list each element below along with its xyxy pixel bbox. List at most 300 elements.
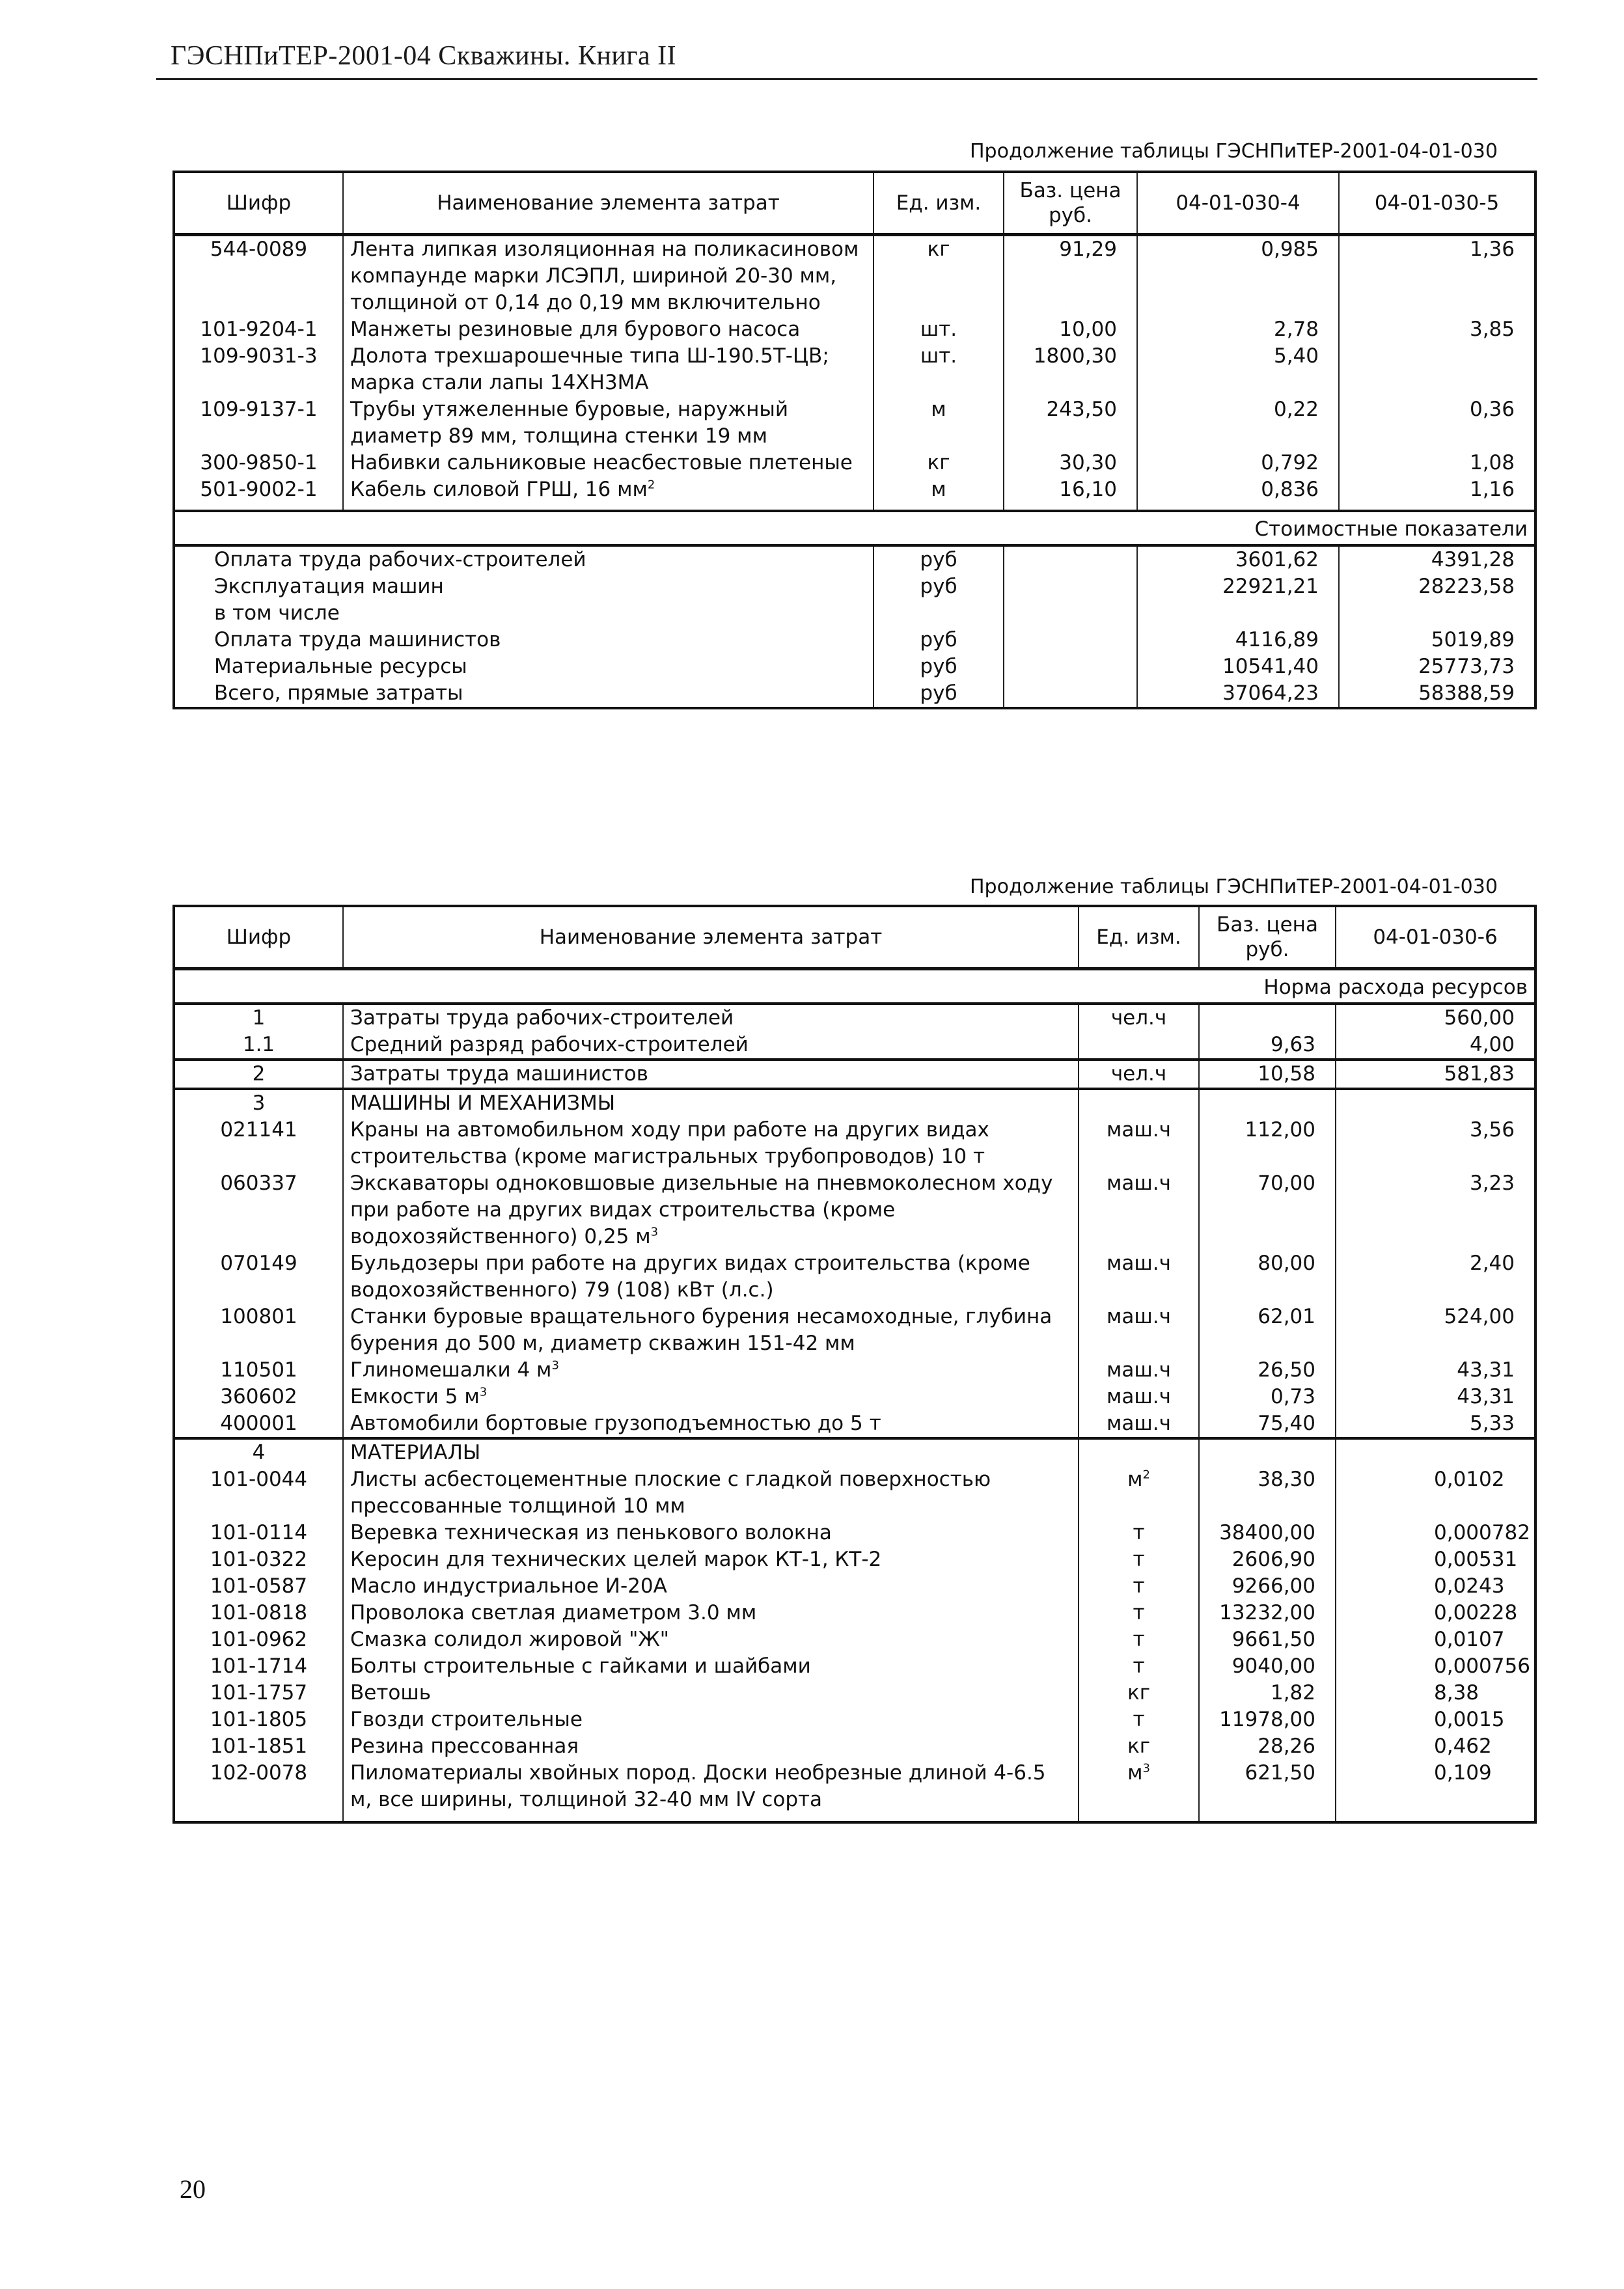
cost-unit (874, 600, 1004, 627)
cell-name (343, 1520, 1079, 1546)
cell-code-text: 060337 (220, 1172, 297, 1195)
cell-name (343, 1170, 1079, 1250)
cell-unit-text: маш.ч (1107, 1385, 1171, 1408)
cell-unit (1079, 1384, 1199, 1410)
machines-section-row (174, 1089, 1535, 1117)
cost-unit (874, 653, 1004, 680)
cell-code-text: 109-9031-3 (200, 344, 318, 368)
section-number-text: 4 (252, 1441, 266, 1464)
cell-unit (1079, 1680, 1199, 1706)
labor-row (174, 1032, 1535, 1060)
cell-030-6 (1336, 1573, 1535, 1600)
cell-price-text: 28,26 (1258, 1734, 1315, 1758)
cell-030-5-text: 1,36 (1469, 238, 1515, 261)
cost-030-4-text: 10541,40 (1222, 655, 1319, 678)
cell-030-6 (1336, 1060, 1535, 1089)
machine-row (174, 1384, 1535, 1410)
cell-code-text: 100801 (220, 1305, 297, 1328)
cell-030-6 (1336, 1170, 1535, 1250)
cell-name-text: Ветошь (350, 1681, 431, 1705)
cell-price-text: 38,30 (1258, 1468, 1315, 1491)
cell-price (1199, 1680, 1336, 1706)
material-row (174, 1760, 1535, 1822)
cell-030-6-text: 0,0102 (1434, 1468, 1505, 1491)
cell-price-text: 75,40 (1258, 1412, 1315, 1435)
cost-row (174, 680, 1535, 708)
cell-price-text: 9266,00 (1232, 1574, 1315, 1598)
cell-price (1199, 1357, 1336, 1384)
running-header: ГЭСНПиТЕР-2001-04 Скважины. Книга II (171, 41, 677, 71)
material-row (174, 1733, 1535, 1760)
cell-price-text: 0,73 (1270, 1385, 1315, 1408)
cell-030-6 (1336, 1250, 1535, 1304)
cell-030-6-text: 2,40 (1469, 1252, 1515, 1275)
material-row (174, 1680, 1535, 1706)
machine-row (174, 1410, 1535, 1438)
cell-price (1199, 1004, 1336, 1032)
cell-price-text: 112,00 (1245, 1118, 1315, 1142)
cell-name-text: Глиномешалки 4 м (350, 1358, 552, 1382)
cell-unit (1079, 1060, 1199, 1089)
cell-code-text: 101-0322 (210, 1548, 308, 1571)
cell-unit (1079, 1410, 1199, 1438)
cell-name-text: Масло индустриальное И-20А (350, 1574, 667, 1598)
cell-price (1199, 1170, 1336, 1250)
cell-price-text: 621,50 (1245, 1761, 1315, 1785)
cell-code (174, 1760, 343, 1822)
cell-code (174, 1117, 343, 1170)
cell-name (343, 1680, 1079, 1706)
cell-unit (874, 316, 1004, 343)
cell-code (174, 343, 343, 396)
cell-code (174, 235, 343, 317)
machine-row (174, 1170, 1535, 1250)
machine-row (174, 1117, 1535, 1170)
cost-unit-text: руб (920, 628, 957, 651)
cell-unit (874, 450, 1004, 476)
material-row (174, 1626, 1535, 1653)
cell-name (343, 1760, 1079, 1822)
cell-unit-text: маш.ч (1107, 1305, 1171, 1328)
cell-name-text: Трубы утяжеленные буровые, наружный диаметр 89 мм, толщина стенки 19 мм (350, 398, 789, 448)
cost-030-5 (1339, 600, 1535, 627)
cell-unit-text: м (1127, 1761, 1143, 1785)
table-row (174, 343, 1535, 396)
cell-030-4-text: 5,40 (1273, 344, 1319, 368)
cell-code (174, 1706, 343, 1733)
cost-030-4-text: 22921,21 (1222, 575, 1319, 598)
cell-name (343, 1626, 1079, 1653)
cell-030-6-text: 581,83 (1444, 1062, 1515, 1086)
cell-price (1199, 1117, 1336, 1170)
cell-code-text: 102-0078 (210, 1761, 308, 1785)
cell-code-text: 101-1714 (210, 1654, 308, 1678)
cost-030-4 (1137, 600, 1339, 627)
cost-name-text: Оплата труда рабочих-строителей (214, 548, 586, 571)
cell-code (174, 1733, 343, 1760)
table-row (174, 235, 1535, 317)
cell-name (343, 1032, 1079, 1060)
cell-code-text: 021141 (220, 1118, 297, 1142)
cost-row (174, 573, 1535, 600)
cell-030-4 (1137, 235, 1339, 317)
cost-unit-text: руб (920, 681, 957, 705)
cell-unit (1079, 1466, 1199, 1520)
cell-name (343, 476, 874, 511)
cell-code (174, 1384, 343, 1410)
cell-name (343, 1060, 1079, 1089)
empty (1336, 1089, 1535, 1117)
cost-030-5-text: 4391,28 (1431, 548, 1515, 571)
cell-code-text: 300-9850-1 (200, 451, 318, 474)
cost-unit (874, 627, 1004, 653)
cost-name-text: Оплата труда машинистов (214, 628, 501, 651)
cell-name (343, 235, 874, 317)
cell-unit (1079, 1032, 1199, 1060)
cell-code (174, 1304, 343, 1357)
cell-name-text: Средний разряд рабочих-строителей (350, 1033, 749, 1056)
section-title (343, 1089, 1079, 1117)
cell-030-4 (1137, 476, 1339, 511)
cost-030-5 (1339, 627, 1535, 653)
superscript: 2 (1142, 1468, 1150, 1482)
cell-030-6-text: 3,23 (1469, 1172, 1515, 1195)
section-title-text: МАШИНЫ И МЕХАНИЗМЫ (350, 1091, 616, 1115)
cell-030-6 (1336, 1653, 1535, 1680)
cell-code (174, 1170, 343, 1250)
cell-030-4-text: 0,792 (1261, 451, 1319, 474)
cell-price-text: 91,29 (1059, 238, 1117, 261)
cost-030-5-text: 25773,73 (1418, 655, 1515, 678)
cell-price-text: 30,30 (1059, 451, 1117, 474)
cell-price-text: 2606,90 (1232, 1548, 1315, 1571)
section-title-text: МАТЕРИАЛЫ (350, 1441, 481, 1464)
cell-code-text: 101-0962 (210, 1628, 308, 1651)
cell-name (343, 1117, 1079, 1170)
cell-price (1199, 1546, 1336, 1573)
cell-price (1199, 1760, 1336, 1822)
cell-unit-text: кг (1127, 1681, 1150, 1705)
cell-030-6-text: 0,0015 (1434, 1708, 1505, 1731)
cell-code-text: 101-0044 (210, 1468, 308, 1491)
cell-price-text: 1800,30 (1033, 344, 1117, 368)
cell-code (174, 1653, 343, 1680)
cell-price-text: 16,10 (1059, 478, 1117, 501)
header-code: Шифр (174, 172, 343, 235)
cost-030-4-text: 37064,23 (1222, 681, 1319, 705)
cell-name (343, 396, 874, 450)
cost-030-5-text: 28223,58 (1418, 575, 1515, 598)
cell-price-text: 10,58 (1258, 1062, 1315, 1086)
cell-code (174, 1466, 343, 1520)
cell-unit-text: маш.ч (1107, 1412, 1171, 1435)
cell-unit-text: т (1133, 1601, 1145, 1624)
cell-name (343, 1250, 1079, 1304)
cell-030-4 (1137, 343, 1339, 396)
cost-name (174, 600, 874, 627)
cell-unit (1079, 1357, 1199, 1384)
material-row (174, 1653, 1535, 1680)
cost-price-empty (1004, 653, 1137, 680)
cost-name (174, 545, 874, 573)
cell-name (343, 1733, 1079, 1760)
cell-unit (1079, 1573, 1199, 1600)
cell-030-6-text: 3,56 (1469, 1118, 1515, 1142)
table1-header-row (174, 172, 1535, 235)
cell-name-text: Резина прессованная (350, 1734, 579, 1758)
cell-unit-text: т (1133, 1574, 1145, 1598)
cell-030-5 (1339, 343, 1535, 396)
cost-030-4-text: 4116,89 (1235, 628, 1319, 651)
cell-unit (1079, 1600, 1199, 1626)
superscript: 3 (479, 1385, 488, 1399)
table-row (174, 450, 1535, 476)
cell-code (174, 1060, 343, 1089)
machine-row (174, 1357, 1535, 1384)
cost-030-5 (1339, 680, 1535, 708)
material-row (174, 1466, 1535, 1520)
cell-price-text: 62,01 (1258, 1305, 1315, 1328)
cell-unit-text: т (1133, 1548, 1145, 1571)
cell-name (343, 1600, 1079, 1626)
table1-caption: Продолжение таблицы ГЭСНПиТЕР-2001-04-01-030 (970, 140, 1498, 163)
cell-030-4-text: 0,985 (1261, 238, 1319, 261)
cost-030-4 (1137, 653, 1339, 680)
cell-030-6 (1336, 1626, 1535, 1653)
cell-code-text: 544-0089 (210, 238, 308, 261)
cost-030-5-text: 58388,59 (1418, 681, 1515, 705)
cell-unit (1079, 1733, 1199, 1760)
cell-030-5 (1339, 450, 1535, 476)
cell-030-6 (1336, 1706, 1535, 1733)
cell-030-6-text: 560,00 (1444, 1006, 1515, 1030)
cell-price (1199, 1384, 1336, 1410)
cell-unit-text: кг (927, 238, 950, 261)
cell-name (343, 450, 874, 476)
cost-030-4 (1137, 573, 1339, 600)
table1 (172, 171, 1537, 709)
cell-030-6 (1336, 1466, 1535, 1520)
cost-indicators-label (174, 511, 1535, 545)
superscript: 2 (647, 478, 655, 492)
superscript: 3 (551, 1358, 559, 1373)
cost-unit (874, 573, 1004, 600)
cell-030-6-text: 43,31 (1457, 1358, 1515, 1382)
cell-code (174, 1357, 343, 1384)
cell-030-5 (1339, 235, 1535, 317)
cell-code-text: 2 (252, 1062, 266, 1086)
cell-price (1199, 1410, 1336, 1438)
header-code: Шифр (174, 906, 343, 969)
cell-030-6 (1336, 1384, 1535, 1410)
cell-code-text: 101-1851 (210, 1734, 308, 1758)
header-unit: Ед. изм. (874, 172, 1004, 235)
cell-price (1004, 316, 1137, 343)
machine-row (174, 1250, 1535, 1304)
cell-code-text: 109-9137-1 (200, 398, 318, 421)
cell-name-text: Лента липкая изоляционная на поликасиновом компаунде марки ЛСЭПЛ, шириной 20-30 мм, толщиной от 0,14 до 0,19 мм включительно (350, 238, 859, 314)
machine-row (174, 1304, 1535, 1357)
cell-030-4-text: 2,78 (1273, 318, 1319, 341)
cell-030-4 (1137, 396, 1339, 450)
cell-code-text: 101-1757 (210, 1681, 308, 1705)
empty (1199, 1089, 1336, 1117)
cell-name (343, 1004, 1079, 1032)
cell-030-5-text: 0,36 (1469, 398, 1515, 421)
cell-name-text: Станки буровые вращательного бурения несамоходные, глубина бурения до 500 м, диаметр скважин 151-42 мм (350, 1305, 1053, 1355)
cell-code-text: 110501 (220, 1358, 297, 1382)
labor-row (174, 1004, 1535, 1032)
cell-unit-text: маш.ч (1107, 1358, 1171, 1382)
cell-price-text: 80,00 (1258, 1252, 1315, 1275)
cell-unit-text: т (1133, 1628, 1145, 1651)
cell-unit-text: маш.ч (1107, 1118, 1171, 1142)
header-unit: Ед. изм. (1079, 906, 1199, 969)
cell-030-6-text: 0,000782 (1434, 1521, 1530, 1544)
cell-030-6 (1336, 1357, 1535, 1384)
cell-code-text: 101-9204-1 (200, 318, 318, 341)
cost-indicators-label-text: Стоимостные показатели (1254, 517, 1528, 541)
empty (1199, 1438, 1336, 1466)
cell-030-6-text: 0,00531 (1434, 1548, 1518, 1571)
cell-unit-text: кг (927, 451, 950, 474)
cell-name-text: Проволока светлая диаметром 3.0 мм (350, 1601, 757, 1624)
cell-name-text: Гвозди строительные (350, 1708, 583, 1731)
cell-code (174, 1250, 343, 1304)
cell-price-text: 243,50 (1046, 398, 1117, 421)
header-col-030-5: 04-01-030-5 (1339, 172, 1535, 235)
cell-030-6-text: 524,00 (1444, 1305, 1515, 1328)
materials-section-row (174, 1438, 1535, 1466)
cell-code (174, 1520, 343, 1546)
cell-unit (1079, 1170, 1199, 1250)
cost-030-4 (1137, 545, 1339, 573)
cell-name-text: Бульдозеры при работе на других видах строительства (кроме водохозяйственного) 79 (108) кВт (л.с.) (350, 1252, 1030, 1302)
cell-price (1199, 1060, 1336, 1089)
cell-030-5-text: 1,08 (1469, 451, 1515, 474)
table2 (172, 905, 1537, 1824)
cell-code-text: 1 (252, 1006, 266, 1030)
cell-030-6 (1336, 1410, 1535, 1438)
cell-price (1199, 1626, 1336, 1653)
cell-code (174, 1032, 343, 1060)
cell-code (174, 1626, 343, 1653)
cell-name-text: Болты строительные с гайками и шайбами (350, 1654, 811, 1678)
cell-030-5-text: 3,85 (1469, 318, 1515, 341)
norm-label-row (174, 969, 1535, 1004)
cost-030-5 (1339, 545, 1535, 573)
cell-030-6-text: 5,33 (1469, 1412, 1515, 1435)
cell-unit-text: маш.ч (1107, 1252, 1171, 1275)
cost-row (174, 600, 1535, 627)
header-col-030-4: 04-01-030-4 (1137, 172, 1339, 235)
cell-name-text: Кабель силовой ГРШ, 16 мм (350, 478, 648, 501)
cost-030-5 (1339, 653, 1535, 680)
cell-price (1199, 1706, 1336, 1733)
cell-name-text: Манжеты резиновые для бурового насоса (350, 318, 801, 341)
cell-name-text: Листы асбестоцементные плоские с гладкой поверхностью прессованные толщиной 10 мм (350, 1468, 991, 1518)
cell-030-6 (1336, 1760, 1535, 1822)
cell-030-5 (1339, 316, 1535, 343)
cell-price (1199, 1573, 1336, 1600)
cell-price (1004, 396, 1137, 450)
cell-030-6 (1336, 1600, 1535, 1626)
cell-code-text: 070149 (220, 1252, 297, 1275)
cell-code-text: 101-0114 (210, 1521, 308, 1544)
cell-name (343, 1706, 1079, 1733)
section-title (343, 1438, 1079, 1466)
cell-unit (1079, 1004, 1199, 1032)
cell-030-6-text: 0,000756 (1434, 1654, 1530, 1678)
superscript: 3 (650, 1225, 659, 1239)
cell-030-6-text: 0,00228 (1434, 1601, 1518, 1624)
cost-name (174, 573, 874, 600)
cost-030-4 (1137, 627, 1339, 653)
section-number (174, 1089, 343, 1117)
header-price: Баз. цена руб. (1004, 172, 1137, 235)
cell-name-text: Пиломатериалы хвойных пород. Доски необрезные длиной 4-6.5 м, все ширины, толщиной 32-40 мм IV сорта (350, 1761, 1046, 1811)
empty (1079, 1089, 1199, 1117)
cost-unit-text: руб (920, 575, 957, 598)
cell-price (1004, 476, 1137, 511)
material-row (174, 1546, 1535, 1573)
cell-name (343, 343, 874, 396)
cell-name (343, 1410, 1079, 1438)
cell-030-6 (1336, 1520, 1535, 1546)
cell-name (343, 1304, 1079, 1357)
cell-030-6-text: 43,31 (1457, 1385, 1515, 1408)
cost-name-text: в том числе (214, 601, 340, 625)
cost-price-empty (1004, 680, 1137, 708)
cell-unit-text: т (1133, 1521, 1145, 1544)
cost-row (174, 653, 1535, 680)
cell-unit (1079, 1520, 1199, 1546)
cell-price (1199, 1600, 1336, 1626)
cell-030-5-text: 1,16 (1469, 478, 1515, 501)
cell-price-text: 9,63 (1270, 1033, 1315, 1056)
header-name: Наименование элемента затрат (343, 906, 1079, 969)
table-row (174, 396, 1535, 450)
empty (1079, 1438, 1199, 1466)
cell-name-text: Керосин для технических целей марок КТ-1, КТ-2 (350, 1548, 882, 1571)
cost-name-text: Всего, прямые затраты (214, 681, 463, 705)
section-number-text: 3 (252, 1091, 266, 1115)
cell-name-text: Веревка техническая из пенькового волокна (350, 1521, 832, 1544)
table-row (174, 476, 1535, 511)
cost-price-empty (1004, 545, 1137, 573)
table-row (174, 316, 1535, 343)
cell-price-text: 9661,50 (1232, 1628, 1315, 1651)
cell-unit (1079, 1546, 1199, 1573)
cell-code (174, 1680, 343, 1706)
cell-price-text: 9040,00 (1232, 1654, 1315, 1678)
cell-030-4 (1137, 450, 1339, 476)
cell-price-text: 10,00 (1059, 318, 1117, 341)
cost-unit (874, 680, 1004, 708)
material-row (174, 1520, 1535, 1546)
cell-030-6-text: 0,462 (1434, 1734, 1492, 1758)
cell-name (343, 1573, 1079, 1600)
cell-price (1199, 1250, 1336, 1304)
cell-price (1199, 1653, 1336, 1680)
cost-030-4-text: 3601,62 (1235, 548, 1319, 571)
cell-name (343, 1384, 1079, 1410)
cost-name-text: Эксплуатация машин (214, 575, 444, 598)
cell-code (174, 1600, 343, 1626)
cell-code (174, 450, 343, 476)
cell-unit (874, 343, 1004, 396)
cell-030-6 (1336, 1117, 1535, 1170)
